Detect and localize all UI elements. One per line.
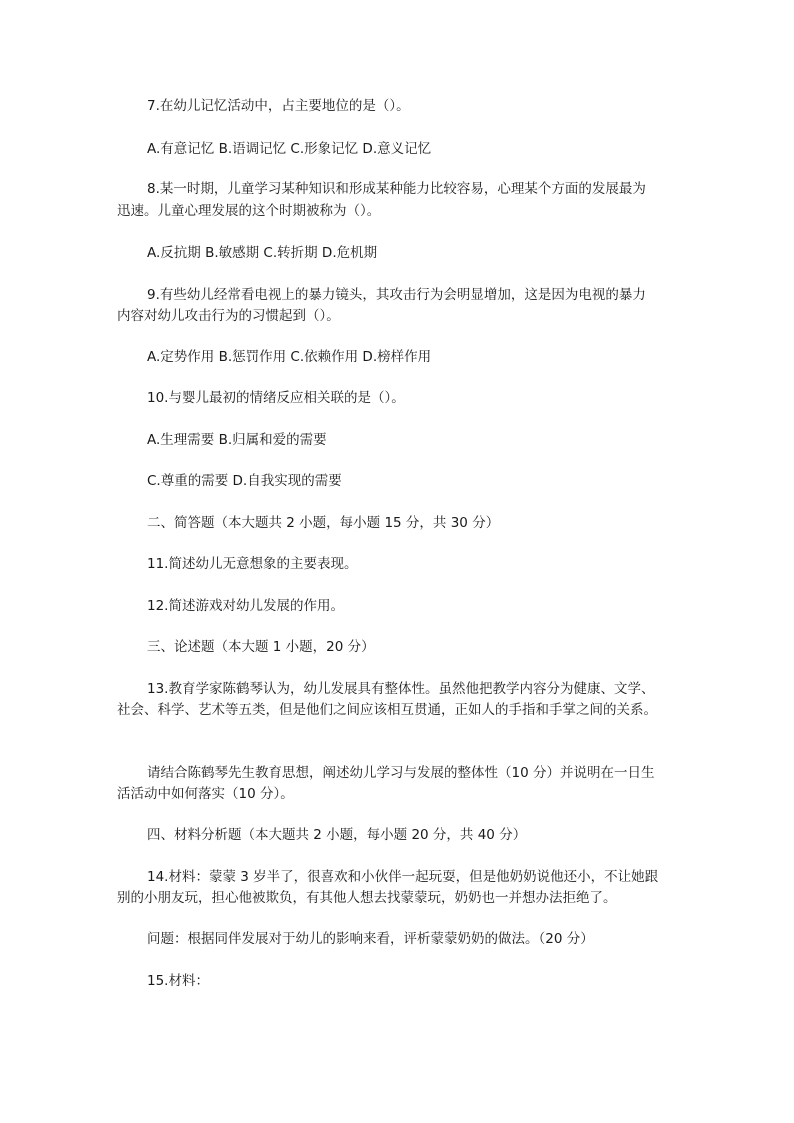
question-14-task: 问题：根据同伴发展对于幼儿的影响来看，评析蒙蒙奶奶的做法。（20 分） xyxy=(147,931,594,947)
question-8-stem-1: 8.某一时期，儿童学习某种知识和形成某种能力比较容易，心理某个方面的发展最为 xyxy=(147,181,646,197)
section-4-heading: 四、材料分析题（本大题共 2 小题，每小题 20 分，共 40 分） xyxy=(147,827,527,843)
section-3-heading: 三、论述题（本大题 1 小题，20 分） xyxy=(147,639,375,655)
question-12: 12.简述游戏对幼儿发展的作用。 xyxy=(147,598,344,614)
question-9-options: A.定势作用 B.惩罚作用 C.依赖作用 D.榜样作用 xyxy=(147,349,432,365)
question-9-stem-2: 内容对幼儿攻击行为的习惯起到（）。 xyxy=(117,308,340,324)
question-8-stem-2: 迅速。儿童心理发展的这个时期被称为（）。 xyxy=(117,203,381,219)
question-13-task-2: 活活动中如何落实（10 分）。 xyxy=(117,786,294,802)
question-7-options: A.有意记忆 B.语调记忆 C.形象记忆 D.意义记忆 xyxy=(147,141,432,157)
question-10-options-2: C.尊重的需要 D.自我实现的需要 xyxy=(147,473,342,489)
section-2-heading: 二、简答题（本大题共 2 小题，每小题 15 分，共 30 分） xyxy=(147,515,500,531)
question-15-material: 15.材料： xyxy=(147,973,209,989)
question-13-task-1: 请结合陈鹤琴先生教育思想，阐述幼儿学习与发展的整体性（10 分）并说明在一日生 xyxy=(147,765,655,781)
question-14-material-1: 14.材料：蒙蒙 3 岁半了，很喜欢和小伙伴一起玩耍，但是他奶奶说他还小，不让她跟 xyxy=(147,869,659,885)
question-7-stem: 7.在幼儿记忆活动中，占主要地位的是（）。 xyxy=(147,98,410,114)
question-10-stem: 10.与婴儿最初的情绪反应相关联的是（）。 xyxy=(147,390,405,406)
question-11: 11.简述幼儿无意想象的主要表现。 xyxy=(147,556,358,572)
question-9-stem-1: 9.有些幼儿经常看电视上的暴力镜头，其攻击行为会明显增加，这是因为电视的暴力 xyxy=(147,287,646,303)
question-8-options: A.反抗期 B.敏感期 C.转折期 D.危机期 xyxy=(147,245,378,261)
question-13-stem-1: 13.教育学家陈鹤琴认为，幼儿发展具有整体性。虽然他把教学内容分为健康、文学、 xyxy=(147,681,655,697)
question-10-options-1: A.生理需要 B.归属和爱的需要 xyxy=(147,432,327,448)
question-13-stem-2: 社会、科学、艺术等五类，但是他们之间应该相互贯通，正如人的手指和手掌之间的关系。 xyxy=(117,702,657,718)
question-14-material-2: 别的小朋友玩，担心他被欺负，有其他人想去找蒙蒙玩，奶奶也一并想办法拒绝了。 xyxy=(117,890,617,906)
